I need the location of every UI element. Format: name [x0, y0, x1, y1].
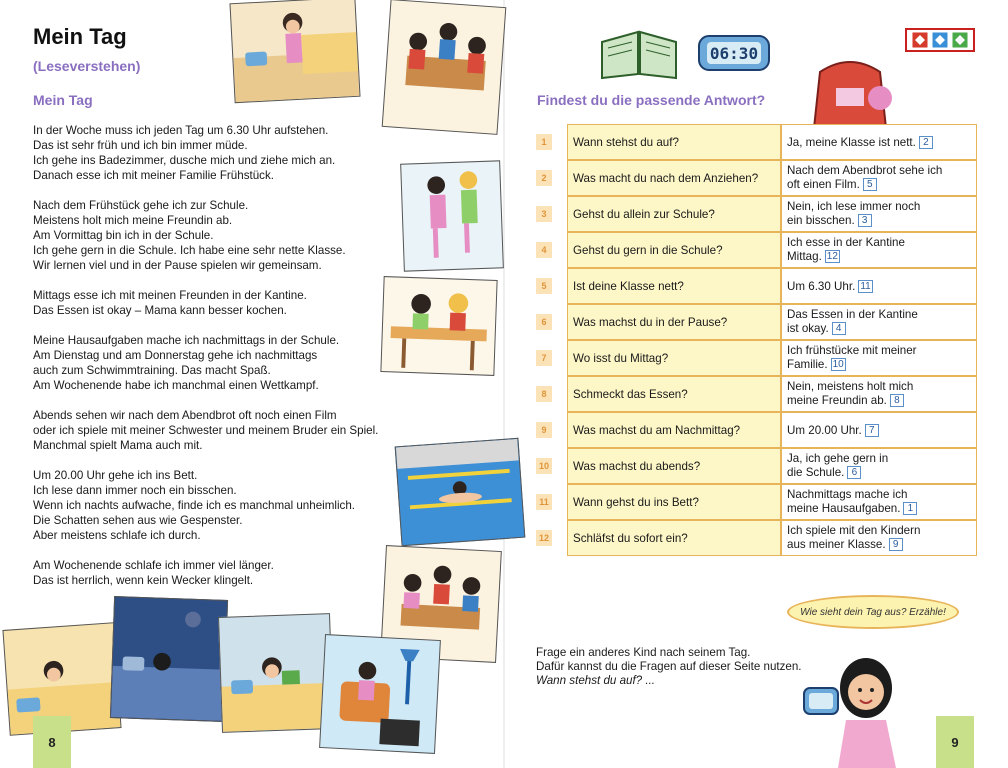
answer-text: meine Hausaufgaben.: [787, 502, 901, 515]
answer-number-box[interactable]: 5: [863, 178, 877, 191]
question-cell: Schläfst du sofort ein?: [567, 520, 781, 556]
qa-row: [536, 196, 978, 232]
answer-cell: [781, 124, 977, 160]
task-line-2: Dafür kannst du die Fragen auf dieser Seite nutzen.: [536, 660, 802, 673]
qa-row: [536, 160, 978, 196]
alarm-clock-icon: [697, 32, 771, 76]
answer-line: [787, 380, 971, 394]
story-line: Ich lese dann immer noch ein bisschen.: [33, 484, 237, 497]
page-number-left: 8: [33, 716, 71, 768]
story-text: [33, 123, 428, 603]
story-line: Das Essen ist okay – Mama kann besser kochen.: [33, 304, 287, 317]
answer-line: [787, 524, 971, 538]
illustration-breakfast: [382, 0, 507, 135]
answer-cell: [781, 304, 977, 340]
story-paragraph: [33, 198, 428, 273]
answer-line: [787, 200, 971, 214]
answer-number-box[interactable]: 11: [860, 281, 871, 293]
row-number: 11: [536, 494, 552, 510]
story-line: Ich gehe gern in die Schule. Ich habe eine sehr nette Klasse.: [33, 244, 346, 257]
answer-line: [787, 136, 971, 150]
answer-number-box[interactable]: 10: [832, 359, 844, 371]
answer-line: [787, 178, 971, 192]
question-cell: Wann gehst du ins Bett?: [567, 484, 781, 520]
qa-row: [536, 304, 978, 340]
answer-text: Um 20.00 Uhr.: [787, 424, 862, 437]
story-line: Abends sehen wir nach dem Abendbrot oft noch einen Film: [33, 409, 337, 422]
answer-number-box[interactable]: 9: [889, 538, 903, 551]
story-heading: Mein Tag: [33, 92, 93, 108]
answer-line: [787, 488, 971, 502]
answer-text: Nach dem Abendbrot sehe ich: [787, 164, 943, 177]
row-number: 8: [536, 386, 552, 402]
story-line: Wir lernen viel und in der Pause spielen wir gemeinsam.: [33, 259, 322, 272]
answer-cell: [781, 232, 977, 268]
question-cell: Was machst du am Nachmittag?: [567, 412, 781, 448]
answer-text: Nein, ich lese immer noch: [787, 200, 921, 213]
page-gutter: [503, 0, 505, 768]
illustration-girl-with-clock: [802, 648, 912, 768]
answer-text: Mittag.: [787, 250, 822, 263]
answer-number-box[interactable]: 7: [865, 424, 879, 437]
answer-text: Das Essen in der Kantine: [787, 308, 918, 321]
question-cell: Was machst du in der Pause?: [567, 304, 781, 340]
exercise-heading: Findest du die passende Antwort?: [537, 92, 766, 108]
question-cell: Wo isst du Mittag?: [567, 340, 781, 376]
question-cell: Was macht du nach dem Anziehen?: [567, 160, 781, 196]
qa-row: [536, 124, 978, 160]
book-icon: [598, 26, 680, 80]
qa-row: [536, 340, 978, 376]
qa-row: [536, 520, 978, 556]
answer-text: Familie.: [787, 358, 828, 371]
story-line: Aber meistens schlafe ich durch.: [33, 529, 201, 542]
task-example: Wann stehst du auf? ...: [536, 674, 656, 687]
answer-line: [787, 236, 971, 250]
answer-number-box[interactable]: 6: [847, 466, 861, 479]
answer-line: [787, 538, 971, 552]
answer-text: Nein, meistens holt mich: [787, 380, 914, 393]
answer-line: [787, 344, 971, 358]
qa-row: [536, 484, 978, 520]
row-number: 6: [536, 314, 552, 330]
illustration-classroom: [380, 276, 497, 376]
story-line: Meine Hausaufgaben mache ich nachmittags in der Schule.: [33, 334, 340, 347]
story-line: Das ist sehr früh und ich bin immer müde.: [33, 139, 248, 152]
publisher-logo: [905, 28, 975, 52]
qa-row: [536, 232, 978, 268]
answer-text: Ja, ich gehe gern in: [787, 452, 889, 465]
answer-line: [787, 280, 971, 294]
row-number: 3: [536, 206, 552, 222]
story-paragraph: [33, 408, 428, 453]
answer-line: [787, 502, 971, 516]
story-line: Am Wochenende schlafe ich immer viel länger.: [33, 559, 274, 572]
answer-cell: [781, 412, 977, 448]
story-paragraph: [33, 333, 428, 393]
answer-line: [787, 164, 971, 178]
answer-line: [787, 394, 971, 408]
story-paragraph: [33, 558, 428, 588]
answer-text: ein bisschen.: [787, 214, 855, 227]
answer-text: meine Freundin ab.: [787, 394, 887, 407]
answer-text: Ich esse in der Kantine: [787, 236, 905, 249]
answer-line: [787, 466, 971, 480]
story-line: Das ist herrlich, wenn kein Wecker klingelt.: [33, 574, 254, 587]
answer-line: [787, 452, 971, 466]
answer-cell: [781, 340, 977, 376]
story-line: Um 20.00 Uhr gehe ich ins Bett.: [33, 469, 198, 482]
answer-text: Ich spiele mit den Kindern: [787, 524, 921, 537]
question-cell: Gehst du allein zur Schule?: [567, 196, 781, 232]
story-line: Wenn ich nachts aufwache, finde ich es manchmal unheimlich.: [33, 499, 356, 512]
answer-line: [787, 358, 971, 372]
qa-row: [536, 412, 978, 448]
answer-cell: [781, 448, 977, 484]
story-line: oder ich spiele mit meiner Schwester und meinem Bruder ein Spiel.: [33, 424, 379, 437]
row-number: 4: [536, 242, 552, 258]
answer-line: [787, 424, 971, 438]
illustration-wake-up: [229, 0, 360, 103]
page-number-right: 9: [936, 716, 974, 768]
clock-time: 06:30: [709, 44, 759, 63]
answer-cell: [781, 520, 977, 556]
story-paragraph: [33, 468, 428, 543]
answer-cell: [781, 160, 977, 196]
page-title: Mein Tag: [33, 24, 127, 49]
story-line: Ich gehe ins Badezimmer, dusche mich und ziehe mich an.: [33, 154, 336, 167]
answer-number-box[interactable]: 4: [832, 322, 846, 335]
story-line: Mittags esse ich mit meinen Freunden in der Kantine.: [33, 289, 307, 302]
row-number: 9: [536, 422, 552, 438]
answer-cell: [781, 484, 977, 520]
story-paragraph: [33, 123, 428, 183]
story-line: Am Dienstag und am Donnerstag gehe ich nachmittags: [33, 349, 318, 362]
question-cell: Was machst du abends?: [567, 448, 781, 484]
answer-line: [787, 214, 971, 228]
answer-number-box[interactable]: 2: [919, 136, 933, 149]
question-answer-table: [536, 124, 978, 556]
answer-text: Ich frühstücke mit meiner: [787, 344, 917, 357]
answer-text: Um 6.30 Uhr.: [787, 280, 856, 293]
qa-row: [536, 448, 978, 484]
answer-text: aus meiner Klasse.: [787, 538, 886, 551]
task-line-1: Frage ein anderes Kind nach seinem Tag.: [536, 646, 751, 659]
story-line: In der Woche muss ich jeden Tag um 6.30 Uhr aufstehen.: [33, 124, 329, 137]
answer-line: [787, 322, 971, 336]
answer-number-box[interactable]: 8: [890, 394, 904, 407]
story-line: auch zum Schwimmtraining. Das macht Spaß.: [33, 364, 271, 377]
story-line: Manchmal spielt Mama auch mit.: [33, 439, 203, 452]
answer-line: [787, 250, 971, 264]
answer-text: Nachmittags mache ich: [787, 488, 908, 501]
illustration-reading-in-bed: [218, 613, 334, 733]
illustration-tv-evening: [319, 634, 441, 754]
page-subtitle: (Leseverstehen): [33, 58, 141, 74]
question-cell: Schmeckt das Essen?: [567, 376, 781, 412]
question-cell: Ist deine Klasse nett?: [567, 268, 781, 304]
story-line: Am Wochenende habe ich manchmal einen Wettkampf.: [33, 379, 319, 392]
question-cell: Wann stehst du auf?: [567, 124, 781, 160]
qa-row: [536, 268, 978, 304]
answer-number-box[interactable]: 1: [903, 502, 917, 515]
task-instructions: [536, 646, 802, 688]
answer-cell: [781, 376, 977, 412]
answer-text: die Schule.: [787, 466, 845, 479]
answer-text: oft einen Film.: [787, 178, 860, 191]
story-line: Die Schatten sehen aus wie Gespenster.: [33, 514, 243, 527]
illustration-swimming: [395, 438, 526, 546]
answer-text: Ja, meine Klasse ist nett.: [787, 136, 916, 149]
illustration-night-2: [110, 596, 228, 722]
answer-cell: [781, 268, 977, 304]
story-line: Am Vormittag bin ich in der Schule.: [33, 229, 214, 242]
story-line: Danach esse ich mit meiner Familie Frühstück.: [33, 169, 274, 182]
answer-text: ist okay.: [787, 322, 829, 335]
story-paragraph: [33, 288, 428, 318]
answer-line: [787, 308, 971, 322]
row-number: 5: [536, 278, 552, 294]
row-number: 12: [536, 530, 552, 546]
answer-number-box[interactable]: 3: [858, 214, 872, 227]
answer-cell: [781, 196, 977, 232]
answer-number-box[interactable]: 12: [826, 251, 838, 263]
story-line: Nach dem Frühstück gehe ich zur Schule.: [33, 199, 249, 212]
qa-row: [536, 376, 978, 412]
row-number: 7: [536, 350, 552, 366]
question-cell: Gehst du gern in die Schule?: [567, 232, 781, 268]
row-number: 10: [536, 458, 552, 474]
story-line: Meistens holt mich meine Freundin ab.: [33, 214, 233, 227]
illustration-walk-to-school: [400, 160, 504, 271]
row-number: 1: [536, 134, 552, 150]
school-bag-icon: [800, 52, 900, 128]
speech-bubble: Wie sieht dein Tag aus? Erzähle!: [787, 595, 959, 629]
row-number: 2: [536, 170, 552, 186]
